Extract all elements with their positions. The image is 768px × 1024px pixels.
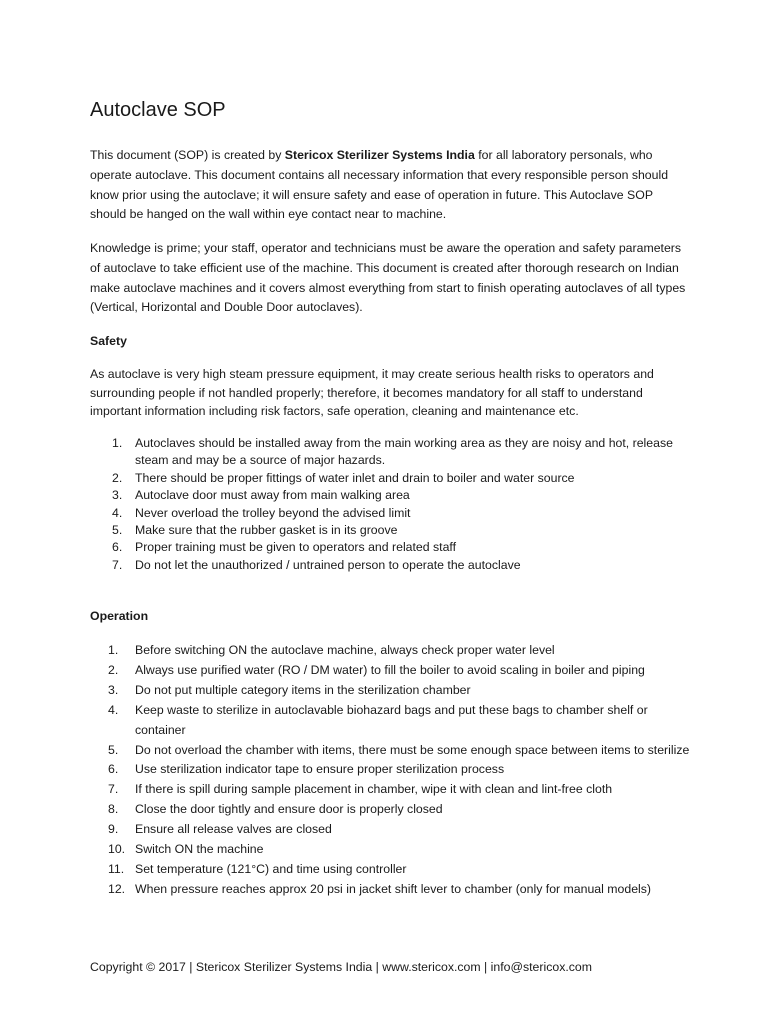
list-item-text: If there is spill during sample placement in chamber, wipe it with clean and lint-free cloth	[135, 782, 613, 797]
list-item-text: When pressure reaches approx 20 psi in jacket shift lever to chamber (only for manual models)	[135, 881, 652, 896]
list-item-text: Close the door tightly and ensure door is properly closed	[135, 802, 443, 817]
operation-list	[90, 641, 690, 900]
list-item-text: Make sure that the rubber gasket is in its groove	[135, 523, 398, 538]
safety-list	[90, 435, 690, 574]
list-item-number: 5.	[112, 523, 123, 538]
safety-heading: Safety	[90, 334, 127, 348]
list-item	[90, 820, 690, 840]
list-item	[90, 681, 690, 701]
list-item-number: 1.	[108, 643, 119, 657]
list-item-text: Ensure all release valves are closed	[135, 822, 332, 837]
list-item-number: 3.	[108, 682, 119, 697]
intro-text-after: for all laboratory personals, who operate autoclave. This document contains all necessary information that every responsible person should know prior using the autoclave; it will ensure safety and ease of operation in future. This Autoclave SOP should be hanged on the wall within eye contact near to machine.	[90, 148, 669, 222]
list-item-text: Keep waste to sterilize in autoclavable biohazard bags and put these bags to chamber shelf or container	[135, 702, 648, 737]
list-item	[90, 522, 690, 539]
list-item	[90, 661, 690, 681]
list-item-text: Set temperature (121°C) and time using controller	[135, 861, 407, 876]
list-item-text: Never overload the trolley beyond the advised limit	[135, 505, 411, 520]
list-item	[90, 860, 690, 880]
list-item-text: Before switching ON the autoclave machine, always check proper water level	[135, 643, 555, 657]
list-item-number: 1.	[112, 436, 123, 450]
list-item-number: 6.	[108, 762, 119, 777]
list-item-text: Do not overload the chamber with items, there must be some enough space between items to sterilize	[135, 742, 690, 757]
list-item-number: 2.	[108, 662, 119, 677]
list-item-text: Autoclave door must away from main walking area	[135, 488, 410, 503]
safety-intro: As autoclave is very high steam pressure equipment, it may create serious health risks to operators and surrounding people if not handled properly; therefore, it becomes mandatory for all staff to understand important information including risk factors, safe operation, cleaning and maintenance etc.	[90, 367, 654, 419]
list-item	[90, 840, 690, 860]
intro-paragraph	[90, 146, 690, 225]
list-item	[90, 557, 690, 574]
list-item-text: Always use purified water (RO / DM water) to fill the boiler to avoid scaling in boiler and piping	[135, 662, 645, 677]
list-item-number: 4.	[108, 702, 119, 717]
list-item	[90, 800, 690, 820]
footer-copyright: Copyright © 2017 | Stericox Sterilizer Systems India | www.stericox.com | info@stericox.com	[90, 960, 592, 974]
list-item-text: Proper training must be given to operators and related staff	[135, 540, 457, 555]
list-item	[90, 435, 690, 470]
list-item-text: Autoclaves should be installed away from the main working area as they are noisy and hot, release steam and may be a source of major hazards.	[135, 436, 673, 468]
list-item-number: 3.	[112, 488, 123, 503]
list-item	[90, 760, 690, 780]
list-item-number: 8.	[108, 802, 119, 817]
list-item	[90, 780, 690, 800]
list-item-number: 5.	[108, 742, 119, 757]
company-name: Stericox Sterilizer Systems India	[284, 148, 475, 162]
list-item-text: Do not let the unauthorized / untrained person to operate the autoclave	[135, 557, 521, 572]
list-item-text: Use sterilization indicator tape to ensure proper sterilization process	[135, 762, 505, 777]
list-item	[90, 505, 690, 522]
list-item	[90, 641, 690, 661]
list-item	[90, 701, 690, 741]
document-title: Autoclave SOP	[90, 99, 226, 121]
list-item-number: 11.	[108, 861, 125, 876]
list-item-text: Switch ON the machine	[135, 842, 264, 857]
list-item-number: 6.	[112, 540, 123, 555]
list-item	[90, 741, 690, 761]
list-item-text: There should be proper fittings of water inlet and drain to boiler and water source	[135, 470, 575, 485]
list-item-number: 4.	[112, 505, 123, 520]
list-item-number: 7.	[108, 782, 119, 797]
list-item	[90, 539, 690, 556]
list-item	[90, 487, 690, 504]
list-item	[90, 470, 690, 487]
operation-heading: Operation	[90, 609, 149, 623]
list-item-number: 2.	[112, 470, 123, 485]
list-item-number: 7.	[112, 557, 123, 572]
list-item-text: Do not put multiple category items in the sterilization chamber	[135, 682, 471, 697]
knowledge-paragraph: Knowledge is prime; your staff, operator and technicians must be aware the operation and safety parameters of autoclave to take efficient use of the machine. This document is created after thorough research on Indian make autoclave machines and it covers almost everything from start to finish operating autoclaves of all types (Vertical, Horizontal and Double Door autoclaves).	[90, 241, 686, 315]
list-item-number: 10.	[108, 842, 126, 857]
intro-text-before: This document (SOP) is created by	[90, 148, 285, 162]
list-item-number: 12.	[108, 881, 126, 896]
list-item	[90, 880, 690, 900]
list-item-number: 9.	[108, 822, 119, 837]
